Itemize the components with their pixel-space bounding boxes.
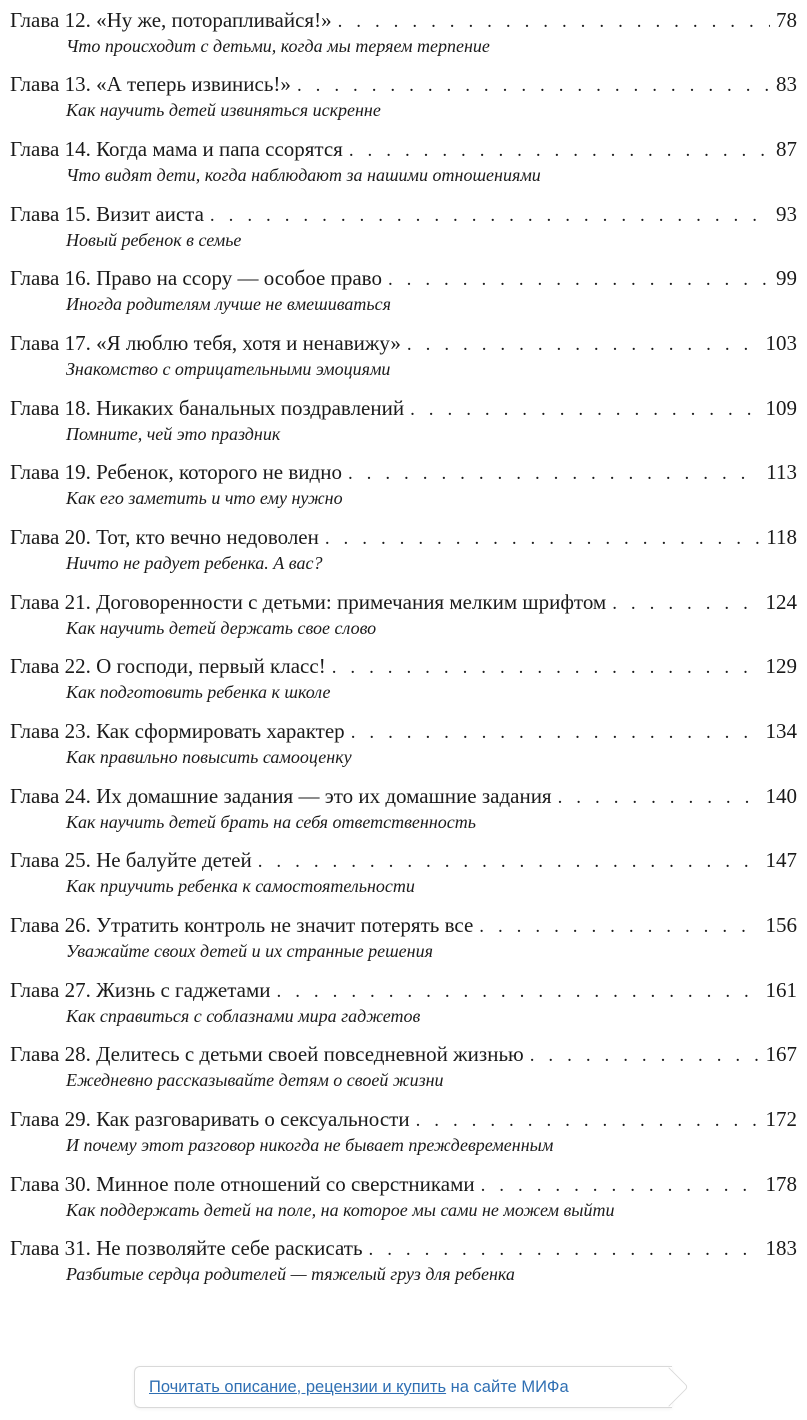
chapter-subtitle: Как научить детей держать свое слово xyxy=(66,618,377,638)
chapter-title: Глава 24. Их домашние задания — это их домашние задания xyxy=(10,784,552,808)
toc-entry xyxy=(10,653,797,713)
page-number: 113 xyxy=(766,460,797,484)
chapter-title: Глава 15. Визит аиста xyxy=(10,202,204,226)
dot-leader xyxy=(481,1173,760,1199)
dot-leader xyxy=(530,1043,760,1069)
toc-line xyxy=(10,1041,797,1067)
page-number: 103 xyxy=(765,331,797,355)
page-number: 167 xyxy=(765,1042,797,1066)
page-number: 109 xyxy=(765,396,797,420)
dot-leader xyxy=(416,1108,760,1134)
chapter-subtitle: Знакомство с отрицательными эмоциями xyxy=(66,359,391,379)
chapter-title: Глава 22. О господи, первый класс! xyxy=(10,654,326,678)
chapter-subtitle: Как научить детей брать на себя ответственность xyxy=(66,812,476,832)
dot-leader xyxy=(210,203,770,229)
toc-entry xyxy=(10,201,797,261)
chapter-title: Глава 17. «Я люблю тебя, хотя и ненавижу» xyxy=(10,331,401,355)
toc-line xyxy=(10,459,797,485)
toc-line xyxy=(10,912,797,938)
chapter-title: Глава 23. Как сформировать характер xyxy=(10,719,345,743)
chapter-title: Глава 13. «А теперь извинись!» xyxy=(10,72,291,96)
chapter-title: Глава 21. Договоренности с детьми: примечания мелким шрифтом xyxy=(10,590,607,614)
dot-leader xyxy=(558,785,760,811)
dot-leader xyxy=(351,720,760,746)
toc-line xyxy=(10,71,797,97)
chapter-subtitle: Как научить детей извиняться искренне xyxy=(66,100,381,120)
toc-entry xyxy=(10,977,797,1037)
toc-line xyxy=(10,1106,797,1132)
toc-entry xyxy=(10,783,797,843)
dot-leader xyxy=(277,979,760,1005)
buy-book-link[interactable] xyxy=(134,1366,672,1408)
chapter-subtitle: Как приучить ребенка к самостоятельности xyxy=(66,876,415,896)
toc-line xyxy=(10,524,797,550)
chapter-subtitle: Как справиться с соблазнами мира гаджетов xyxy=(66,1006,421,1026)
toc-entry xyxy=(10,7,797,67)
page-number: 183 xyxy=(765,1236,797,1260)
chapter-subtitle: И почему этот разговор никогда не бывает преждевременным xyxy=(66,1135,554,1155)
toc-entry xyxy=(10,136,797,196)
chapter-subtitle: Что видят дети, когда наблюдают за нашими отношениями xyxy=(66,165,541,185)
toc-line xyxy=(10,330,797,356)
toc-line xyxy=(10,589,797,615)
toc-line xyxy=(10,718,797,744)
toc-entry xyxy=(10,1041,797,1101)
chapter-title: Глава 27. Жизнь с гаджетами xyxy=(10,978,271,1002)
page-number: 161 xyxy=(765,978,797,1002)
dot-leader xyxy=(369,1237,760,1263)
chapter-title: Глава 25. Не балуйте детей xyxy=(10,848,252,872)
toc-line xyxy=(10,265,797,291)
chapter-subtitle: Новый ребенок в семье xyxy=(66,230,242,250)
toc-line xyxy=(10,136,797,162)
buy-book-link-suffix[interactable]: на сайте МИФа xyxy=(446,1377,569,1396)
page-number: 140 xyxy=(765,784,797,808)
chapter-subtitle: Уважайте своих детей и их странные решения xyxy=(66,941,433,961)
toc-entry xyxy=(10,589,797,649)
dot-leader xyxy=(388,267,770,293)
chapter-title: Глава 31. Не позволяйте себе раскисать xyxy=(10,1236,363,1260)
toc-entry xyxy=(10,847,797,907)
dot-leader xyxy=(297,73,770,99)
page-number: 118 xyxy=(766,525,797,549)
page-number: 156 xyxy=(765,913,797,937)
page-number: 78 xyxy=(776,8,797,32)
toc-line xyxy=(10,1171,797,1197)
toc-entry xyxy=(10,718,797,778)
chapter-title: Глава 14. Когда мама и папа ссорятся xyxy=(10,137,343,161)
toc-line xyxy=(10,395,797,421)
toc-entry xyxy=(10,1171,797,1231)
dot-leader xyxy=(348,461,760,487)
chapter-subtitle: Что происходит с детьми, когда мы теряем терпение xyxy=(66,36,490,56)
toc-line xyxy=(10,1235,797,1261)
page-number: 93 xyxy=(776,202,797,226)
buy-book-link-underlined[interactable]: Почитать описание, рецензии и купить xyxy=(149,1377,447,1396)
chapter-title: Глава 26. Утратить контроль не значит потерять все xyxy=(10,913,474,937)
chapter-subtitle: Разбитые сердца родителей — тяжелый груз для ребенка xyxy=(66,1264,515,1284)
toc-entry xyxy=(10,395,797,455)
dot-leader xyxy=(410,397,759,423)
page-number: 147 xyxy=(765,848,797,872)
chapter-title: Глава 20. Тот, кто вечно недоволен xyxy=(10,525,319,549)
toc-line xyxy=(10,783,797,809)
toc-line xyxy=(10,7,797,33)
chapter-title: Глава 28. Делитесь с детьми своей повседневной жизнью xyxy=(10,1042,524,1066)
toc-line xyxy=(10,847,797,873)
page-number: 134 xyxy=(765,719,797,743)
chapter-title: Глава 12. «Ну же, поторапливайся!» xyxy=(10,8,332,32)
page-number: 172 xyxy=(765,1107,797,1131)
arrow-tip-icon xyxy=(649,1367,689,1407)
chapter-title: Глава 16. Право на ссору — особое право xyxy=(10,266,382,290)
toc-entry xyxy=(10,1106,797,1166)
page-number: 129 xyxy=(765,654,797,678)
toc-line xyxy=(10,201,797,227)
page-number: 87 xyxy=(776,137,797,161)
dot-leader xyxy=(325,526,760,552)
toc-entry xyxy=(10,1235,797,1295)
dot-leader xyxy=(612,591,759,617)
dot-leader xyxy=(407,332,760,358)
chapter-subtitle: Помните, чей это праздник xyxy=(66,424,281,444)
toc-entry xyxy=(10,912,797,972)
chapter-subtitle: Как правильно повысить самооценку xyxy=(66,747,352,767)
buy-book-link-text[interactable] xyxy=(149,1378,569,1397)
dot-leader xyxy=(338,9,770,35)
dot-leader xyxy=(479,914,759,940)
page-number: 124 xyxy=(765,590,797,614)
toc-entry xyxy=(10,330,797,390)
page-number: 99 xyxy=(776,266,797,290)
chapter-title: Глава 29. Как разговаривать о сексуальности xyxy=(10,1107,410,1131)
toc-entry xyxy=(10,71,797,131)
dot-leader xyxy=(349,138,770,164)
toc-line xyxy=(10,977,797,1003)
chapter-subtitle: Как подготовить ребенка к школе xyxy=(66,682,331,702)
toc-entry xyxy=(10,265,797,325)
chapter-subtitle: Ежедневно рассказывайте детям о своей жизни xyxy=(66,1070,444,1090)
chapter-title: Глава 18. Никаких банальных поздравлений xyxy=(10,396,405,420)
dot-leader xyxy=(332,655,760,681)
chapter-subtitle: Иногда родителям лучше не вмешиваться xyxy=(66,294,391,314)
chapter-title: Глава 19. Ребенок, которого не видно xyxy=(10,460,342,484)
toc-line xyxy=(10,653,797,679)
page-number: 178 xyxy=(765,1172,797,1196)
chapter-subtitle: Как его заметить и что ему нужно xyxy=(66,488,343,508)
toc-entry xyxy=(10,524,797,584)
chapter-title: Глава 30. Минное поле отношений со сверстниками xyxy=(10,1172,475,1196)
toc-entry xyxy=(10,459,797,519)
chapter-subtitle: Ничто не радует ребенка. А вас? xyxy=(66,553,323,573)
dot-leader xyxy=(258,849,760,875)
page-number: 83 xyxy=(776,72,797,96)
chapter-subtitle: Как поддержать детей на поле, на которое мы сами не можем выйти xyxy=(66,1200,615,1220)
